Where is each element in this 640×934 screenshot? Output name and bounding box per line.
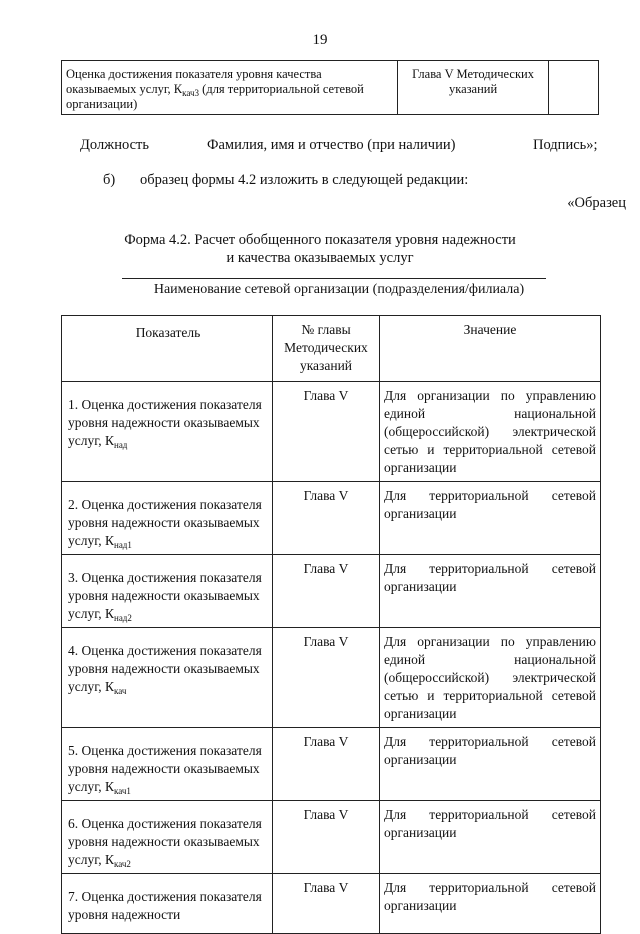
value-cell: Для территориальной сетевой организации — [380, 482, 601, 555]
header-value: Значение — [380, 316, 601, 382]
indicator-cell: 3. Оценка достижения показателя уровня надежности оказываемых услуг, $К_{над2}$ — [62, 555, 273, 628]
header-chapter: № главы Методических указаний — [273, 316, 380, 382]
page-number: 19 — [312, 32, 328, 48]
fill-in-line — [122, 278, 546, 279]
chapter-cell: Глава V — [273, 874, 380, 934]
signature-label: Подпись»; — [533, 137, 598, 153]
chapter-cell: Глава V — [273, 628, 380, 728]
indicator-cell: 7. Оценка достижения показателя уровня надежности — [62, 874, 273, 934]
clause-letter: б) — [103, 172, 116, 188]
indicator-cell: 6. Оценка достижения показателя уровня надежности оказываемых услуг, $К_{кач2}$ — [62, 801, 273, 874]
value-cell: Для территориальной сетевой организации — [380, 801, 601, 874]
table-row — [62, 628, 601, 728]
indicator-cell: Оценка достижения показателя уровня качества оказываемых услуг, $К_{кач3}$ (для территориальной сетевой организации) — [62, 61, 398, 115]
table-row — [62, 874, 601, 934]
position-label: Должность — [80, 137, 149, 153]
value-cell: Для организации по управлению единой национальной (общероссийской) электрической сетью и территориальной сетевой организации — [380, 382, 601, 482]
form-title-line-2: и качества оказываемых услуг — [226, 250, 414, 266]
table-row — [62, 482, 601, 555]
indicator-cell: 5. Оценка достижения показателя уровня надежности оказываемых услуг, $К_{кач1}$ — [62, 728, 273, 801]
table-row — [62, 61, 599, 115]
chapter-cell: Глава V — [273, 555, 380, 628]
continuation-table — [61, 60, 599, 115]
value-cell: Для территориальной сетевой организации — [380, 555, 601, 628]
chapter-cell: Глава V — [273, 728, 380, 801]
header-indicator: Показатель — [62, 316, 273, 382]
clause-text: образец формы 4.2 изложить в следующей редакции: — [140, 172, 469, 188]
indicator-cell: 2. Оценка достижения показателя уровня надежности оказываемых услуг, $К_{над1}$ — [62, 482, 273, 555]
chapter-cell: Глава V — [273, 482, 380, 555]
org-caption: Наименование сетевой организации (подразделения/филиала) — [153, 282, 525, 297]
indicator-cell: 4. Оценка достижения показателя уровня надежности оказываемых услуг, $К_{кач}$ — [62, 628, 273, 728]
chapter-cell: Глава V Методических указаний — [397, 61, 549, 115]
chapter-cell: Глава V — [273, 801, 380, 874]
table-row — [62, 801, 601, 874]
table-header-row — [62, 316, 601, 382]
value-cell: Для территориальной сетевой организации — [380, 874, 601, 934]
value-cell — [549, 61, 599, 115]
indicator-cell: 1. Оценка достижения показателя уровня надежности оказываемых услуг, $К_{над}$ — [62, 382, 273, 482]
value-cell: Для территориальной сетевой организации — [380, 728, 601, 801]
value-cell: Для организации по управлению единой национальной (общероссийской) электрической сетью и территориальной сетевой организации — [380, 628, 601, 728]
form-title — [0, 231, 640, 267]
chapter-cell: Глава V — [273, 382, 380, 482]
name-label: Фамилия, имя и отчество (при наличии) — [207, 137, 456, 153]
table-row — [62, 728, 601, 801]
table-row — [62, 555, 601, 628]
form-title-line-1: Форма 4.2. Расчет обобщенного показателя уровня надежности — [124, 232, 516, 248]
indicator-table — [61, 315, 601, 934]
sample-label: «Образец — [567, 195, 626, 211]
table-row — [62, 382, 601, 482]
